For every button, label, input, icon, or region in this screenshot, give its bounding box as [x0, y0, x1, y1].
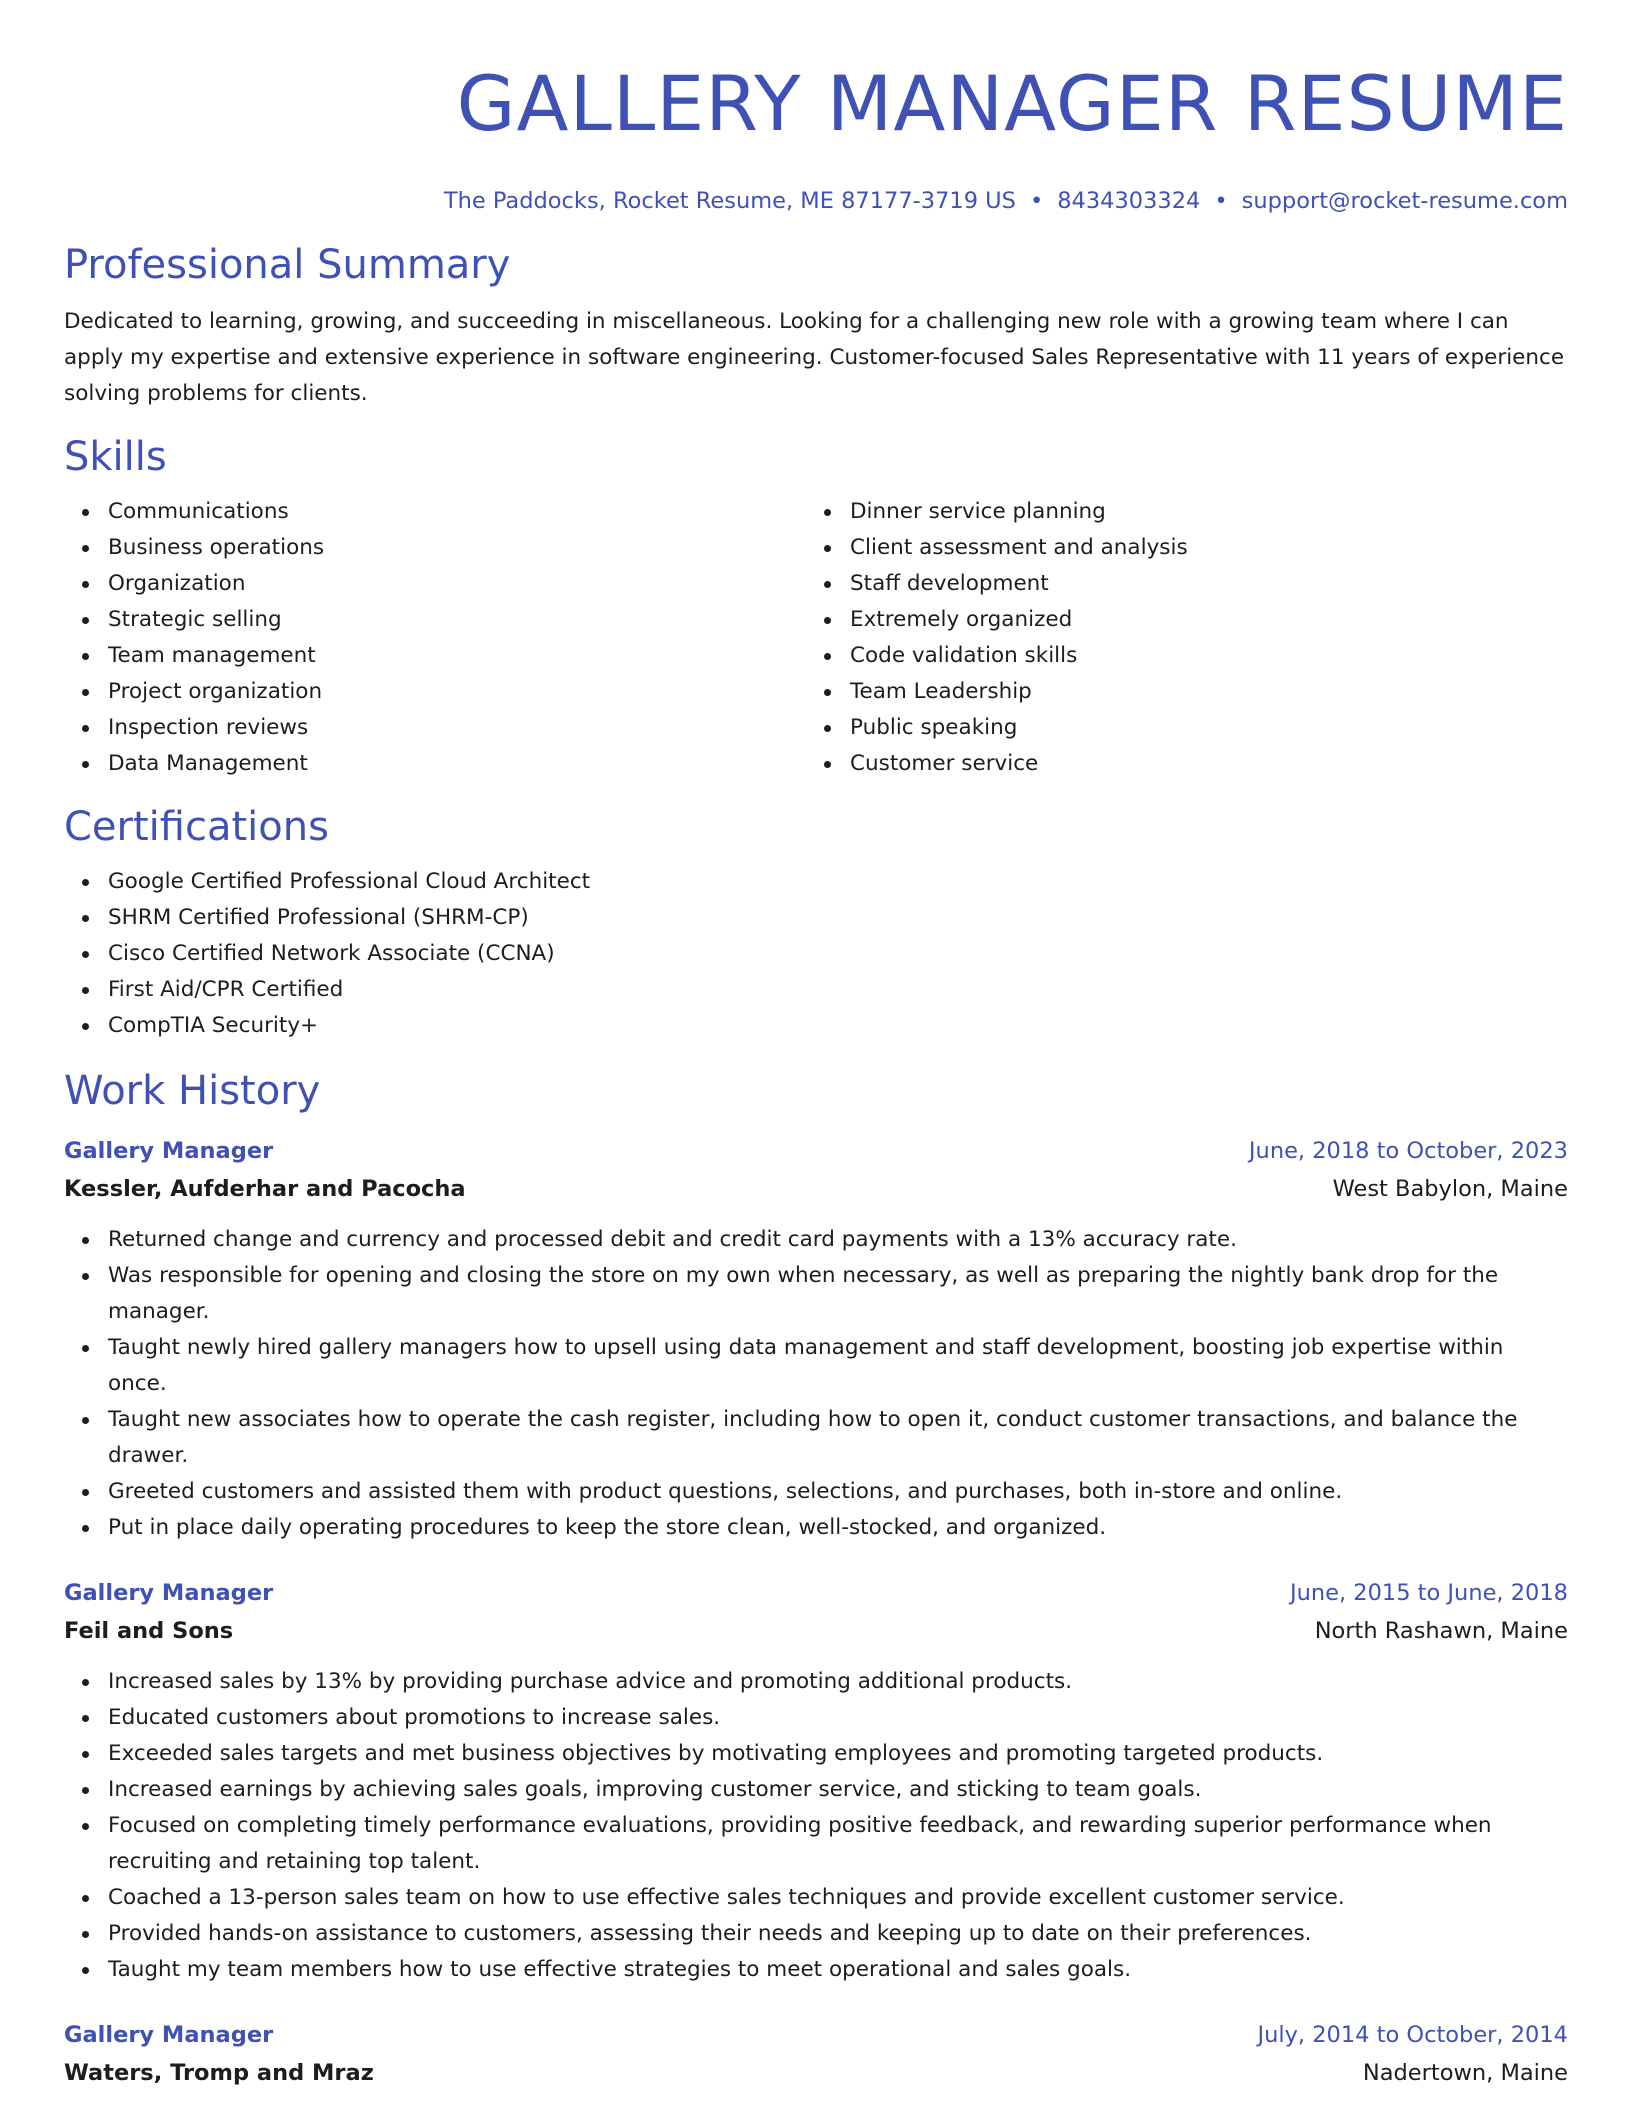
skill-item: Dinner service planning — [850, 494, 1548, 530]
skill-item: Public speaking — [850, 710, 1548, 746]
job-subheader — [64, 1612, 1568, 1650]
certification-item: Cisco Certified Network Associate (CCNA) — [108, 936, 1568, 972]
job-entry — [64, 1574, 1568, 1988]
job-bullet: Educated customers about promotions to increase sales. — [108, 1700, 1568, 1736]
skill-item: Customer service — [850, 746, 1548, 782]
contact-phone[interactable]: 8434303324 — [1057, 188, 1201, 214]
job-bullet: Put in place daily operating procedures to keep the store clean, well-stocked, and organized. — [108, 1510, 1568, 1546]
skill-item: Code validation skills — [850, 638, 1548, 674]
skill-item: Organization — [108, 566, 806, 602]
certifications-section — [64, 802, 1568, 1044]
certifications-list — [64, 864, 1568, 1044]
job-bullet: Coached a 13-person sales team on how to use effective sales techniques and provide excellent customer service. — [108, 1880, 1568, 1916]
certification-item: SHRM Certified Professional (SHRM-CP) — [108, 900, 1568, 936]
certification-item: CompTIA Security+ — [108, 1008, 1568, 1044]
summary-section — [64, 240, 1568, 412]
job-company: Feil and Sons — [64, 1618, 234, 1644]
skill-item: Strategic selling — [108, 602, 806, 638]
skills-list-left — [64, 494, 806, 782]
job-dates: June, 2018 to October, 2023 — [1248, 1138, 1568, 1164]
skills-list-right — [806, 494, 1548, 782]
resume-page — [64, 0, 1568, 2092]
job-bullet: Focused on completing timely performance evaluations, providing positive feedback, and rewarding superior performance when recruiting and retaining top talent. — [108, 1808, 1568, 1880]
skills-column-right — [806, 494, 1548, 782]
job-bullet: Provided hands-on assistance to customers, assessing their needs and keeping up to date on their preferences. — [108, 1916, 1568, 1952]
job-dates: July, 2014 to October, 2014 — [1257, 2022, 1568, 2048]
work-history-heading: Work History — [64, 1068, 321, 1114]
skills-section — [64, 432, 1568, 782]
job-title: Gallery Manager — [64, 1580, 274, 1606]
job-subheader — [64, 2054, 1568, 2092]
contact-separator: • — [1029, 188, 1044, 214]
job-bullet: Increased earnings by achieving sales goals, improving customer service, and sticking to team goals. — [108, 1772, 1568, 1808]
job-bullets — [64, 1222, 1568, 1546]
job-title: Gallery Manager — [64, 2022, 274, 2048]
job-dates: June, 2015 to June, 2018 — [1289, 1580, 1568, 1606]
job-header — [64, 1132, 1568, 1170]
contact-address: The Paddocks, Rocket Resume, ME 87177-3719 US — [443, 188, 1016, 214]
skills-column-left — [64, 494, 806, 782]
skill-item: Team Leadership — [850, 674, 1548, 710]
job-bullets — [64, 1664, 1568, 1988]
job-bullet: Increased sales by 13% by providing purchase advice and promoting additional products. — [108, 1664, 1568, 1700]
job-location: North Rashawn, Maine — [1314, 1618, 1568, 1644]
job-subheader — [64, 1170, 1568, 1208]
skill-item: Inspection reviews — [108, 710, 806, 746]
skill-item: Communications — [108, 494, 806, 530]
job-bullet: Was responsible for opening and closing the store on my own when necessary, as well as preparing the nightly bank drop for the manager. — [108, 1258, 1568, 1330]
skill-item: Business operations — [108, 530, 806, 566]
summary-heading: Professional Summary — [64, 242, 511, 288]
certification-item: Google Certified Professional Cloud Architect — [108, 864, 1568, 900]
job-location: West Babylon, Maine — [1332, 1176, 1568, 1202]
job-entry — [64, 1132, 1568, 1546]
skill-item: Extremely organized — [850, 602, 1548, 638]
certification-item: First Aid/CPR Certified — [108, 972, 1568, 1008]
job-company: Waters, Tromp and Mraz — [64, 2060, 374, 2086]
job-bullet: Taught my team members how to use effective strategies to meet operational and sales goals. — [108, 1952, 1568, 1988]
contact-email[interactable]: support@rocket-resume.com — [1241, 188, 1568, 214]
skill-item: Client assessment and analysis — [850, 530, 1548, 566]
skills-heading: Skills — [64, 434, 167, 480]
skill-item: Team management — [108, 638, 806, 674]
job-bullet: Returned change and currency and processed debit and credit card payments with a 13% accuracy rate. — [108, 1222, 1568, 1258]
job-entry — [64, 2016, 1568, 2092]
job-header — [64, 1574, 1568, 1612]
job-location: Nadertown, Maine — [1362, 2060, 1568, 2086]
job-header — [64, 2016, 1568, 2054]
job-bullet: Exceeded sales targets and met business objectives by motivating employees and promoting targeted products. — [108, 1736, 1568, 1772]
summary-text: Dedicated to learning, growing, and succeeding in miscellaneous. Looking for a challenging new role with a growing team where I can apply my expertise and extensive experience in software engineering. Customer-focused Sales Representative with 11 years of experience solving problems for clients. — [64, 309, 1565, 406]
certifications-heading: Certifications — [64, 804, 329, 850]
skills-grid — [64, 494, 1568, 782]
job-bullet: Taught newly hired gallery managers how to upsell using data management and staff development, boosting job expertise within once. — [108, 1330, 1568, 1402]
job-title: Gallery Manager — [64, 1138, 274, 1164]
resume-title: GALLERY MANAGER RESUME — [456, 59, 1568, 148]
skill-item: Data Management — [108, 746, 806, 782]
skill-item: Staff development — [850, 566, 1548, 602]
skill-item: Project organization — [108, 674, 806, 710]
work-history-section — [64, 1066, 1568, 2092]
job-bullet: Greeted customers and assisted them with product questions, selections, and purchases, both in-store and online. — [108, 1474, 1568, 1510]
contact-line — [64, 186, 1568, 216]
contact-separator: • — [1214, 188, 1228, 214]
job-bullet: Taught new associates how to operate the cash register, including how to open it, conduct customer transactions, and balance the drawer. — [108, 1402, 1568, 1474]
job-company: Kessler, Aufderhar and Pacocha — [64, 1176, 466, 1202]
